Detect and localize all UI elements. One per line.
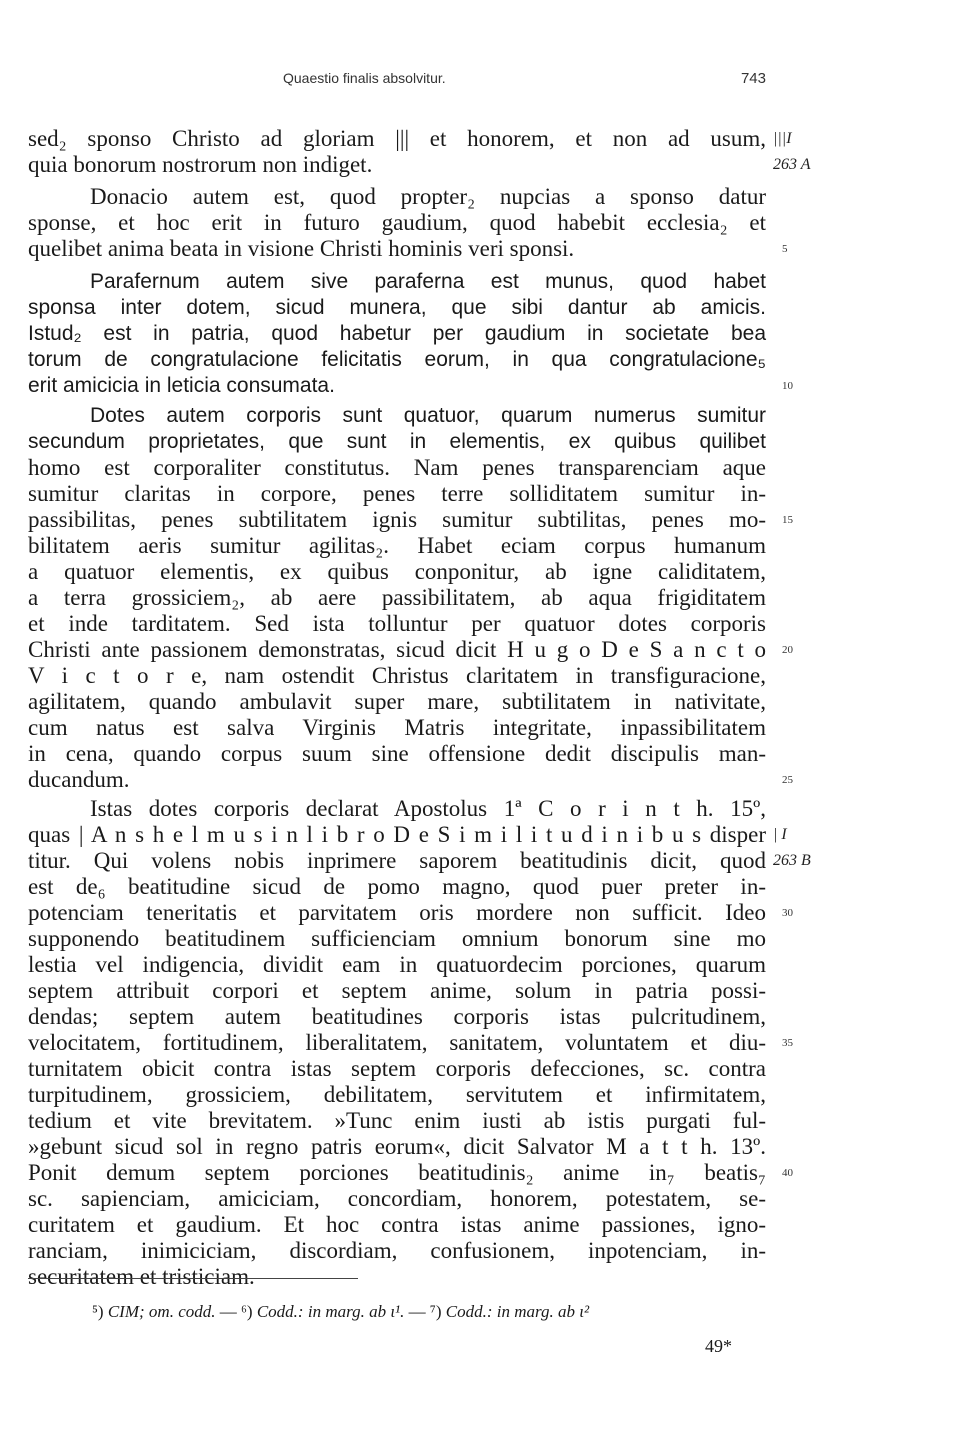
text-line: sponse, et hoc erit in futuro gaudium, quod habebit ecclesia₂ et <box>28 210 766 235</box>
text-line: Christi ante passionem demonstratas, sicud dicit H u g o D e S a n c t o <box>28 637 766 662</box>
text-line: et inde tarditatem. Sed ista tolluntur per quatuor dotes corporis <box>28 611 766 636</box>
text-line: cum natus est salva Virginis Matris integritate, inpassibilitatem <box>28 715 766 740</box>
line-number: 30 <box>782 907 793 919</box>
text-line: »gebunt sicud sol in regno patris eorum«, dicit Salvator M a t t h. 13º. <box>28 1134 766 1159</box>
text-line: potenciam teneritatis et parvitatem oris mordere non sufficit. Ideo <box>28 900 766 925</box>
footnote-6-text: Codd.: in marg. ab ι¹. <box>256 1302 405 1321</box>
text-line: dendas; septem autem beatitudines corporis istas pulcritudinem, <box>28 1004 766 1029</box>
text-line: curitatem et gaudium. Et hoc contra istas anime passiones, igno- <box>28 1212 766 1237</box>
text-line: a terra grossiciem₂, ab aere passibilitatem, ab aqua frigiditatem <box>28 585 766 610</box>
footnote-5-text: CIM; om. codd. <box>107 1302 216 1321</box>
line-number: 40 <box>782 1167 793 1179</box>
text-line: securitatem et tristiciam. <box>28 1264 255 1289</box>
text-line: secundum proprietates, que sunt in elementis, ex quibus quilibet <box>28 430 766 453</box>
text-line: a quatuor elementis, ex quibus conponitur, ab igne caliditatem, <box>28 559 766 584</box>
text-line: tedium et vite brevitatem. »Tunc enim iusti ab istis purgati ful- <box>28 1108 766 1133</box>
text-line: quas | A n s h e l m u s i n l i b r o D e S i m i l i t u d i n i b u s disper <box>28 822 766 847</box>
text-line: bilitatem aeris sumitur agilitas₂. Habet eciam corpus humanum <box>28 533 766 558</box>
text-line: titur. Qui volens nobis inprimere saporem beatitudinis dicit, quod <box>28 848 766 873</box>
text-line: sponsa inter dotem, sicud munera, que sibi dantur ab amicis. <box>28 296 766 319</box>
footnote-6-mark: ⁶) <box>241 1302 253 1321</box>
footnotes <box>92 1302 772 1322</box>
footnote-7-text: Codd.: in marg. ab ι² <box>445 1302 590 1321</box>
running-title: Quaestio finalis absolvitur. <box>283 70 446 86</box>
signature-mark: 49* <box>705 1336 732 1356</box>
footnote-rule <box>28 1278 358 1279</box>
text-line: passibilitas, penes subtilitatem ignis sumitur subtilitas, penes mo- <box>28 507 766 532</box>
margin-ref: |||I <box>773 130 792 147</box>
text-line: homo est corporaliter constitutus. Nam penes transparenciam aque <box>28 455 766 480</box>
footnote-5-mark: ⁵) <box>92 1302 104 1321</box>
text-line: sc. sapienciam, amiciciam, concordiam, honorem, potestatem, se- <box>28 1186 766 1211</box>
text-line: Istud₂ est in patria, quod habetur per gaudium in societate bea <box>28 322 766 345</box>
text-line: V i c t o r e, nam ostendit Christus claritatem in transfiguracione, <box>28 663 766 688</box>
text-line: Istas dotes corporis declarat Apostolus 1ª C o r i n t h. 15º, <box>90 796 766 821</box>
text-line: velocitatem, fortitudinem, liberalitatem, sanitatem, voluntatem et diu- <box>28 1030 766 1055</box>
margin-ref: 263 A <box>773 156 811 173</box>
margin-ref: 263 B <box>773 852 811 869</box>
text-line: quia bonorum nostrorum non indiget. <box>28 152 373 177</box>
line-number: 15 <box>782 514 793 526</box>
line-number: 25 <box>782 774 793 786</box>
text-line: erit amicicia in leticia consumata. <box>28 374 335 397</box>
footnote-separator: — <box>408 1302 426 1321</box>
text-line: lestia vel indigencia, dividit eam in quatuordecim porciones, quarum <box>28 952 766 977</box>
text-line: Dotes autem corporis sunt quatuor, quarum numerus sumitur <box>90 404 766 427</box>
footnote-separator: — <box>219 1302 237 1321</box>
text-line: torum de congratulacione felicitatis eorum, in qua congratulacione₅ <box>28 348 766 371</box>
text-line: ducandum. <box>28 767 130 792</box>
text-line: Ponit demum septem porciones beatitudinis₂ anime in₇ beatis₇ <box>28 1160 766 1185</box>
text-line: supponendo beatitudinem sufficienciam omnium bonorum sine mo <box>28 926 766 951</box>
text-line: sed₂ sponso Christo ad gloriam ||| et honorem, et non ad usum, <box>28 126 766 151</box>
text-line: est de₆ beatitudine sicud de pomo magno, quod puer preter in- <box>28 874 766 899</box>
text-line: Parafernum autem sive paraferna est munus, quod habet <box>90 270 766 293</box>
line-number: 20 <box>782 644 793 656</box>
text-line: septem attribuit corpori et septem anime, solum in patria possi- <box>28 978 766 1003</box>
text-line: turpitudinem, grossiciem, debilitatem, servitutem et infirmitatem, <box>28 1082 766 1107</box>
line-number: 35 <box>782 1037 793 1049</box>
text-line: Donacio autem est, quod propter₂ nupcias a sponso datur <box>90 184 766 209</box>
text-line: sumitur claritas in corpore, penes terre solliditatem sumitur in- <box>28 481 766 506</box>
footnote-7-mark: ⁷) <box>429 1302 442 1321</box>
text-line: turnitatem obicit contra istas septem corporis defecciones, sc. contra <box>28 1056 766 1081</box>
margin-ref: | I <box>773 826 787 843</box>
line-number: 10 <box>782 380 793 392</box>
text-line: quelibet anima beata in visione Christi hominis veri sponsi. <box>28 236 575 261</box>
line-number: 5 <box>782 243 788 255</box>
text-line: in cena, quando corpus suum sine offensione dedit discipulis man- <box>28 741 766 766</box>
text-line: ranciam, inimiciciam, discordiam, confusionem, inpotenciam, in- <box>28 1238 766 1263</box>
page-number: 743 <box>740 70 766 87</box>
text-line: agilitatem, quando ambulavit super mare, subtilitatem in nativitate, <box>28 689 766 714</box>
